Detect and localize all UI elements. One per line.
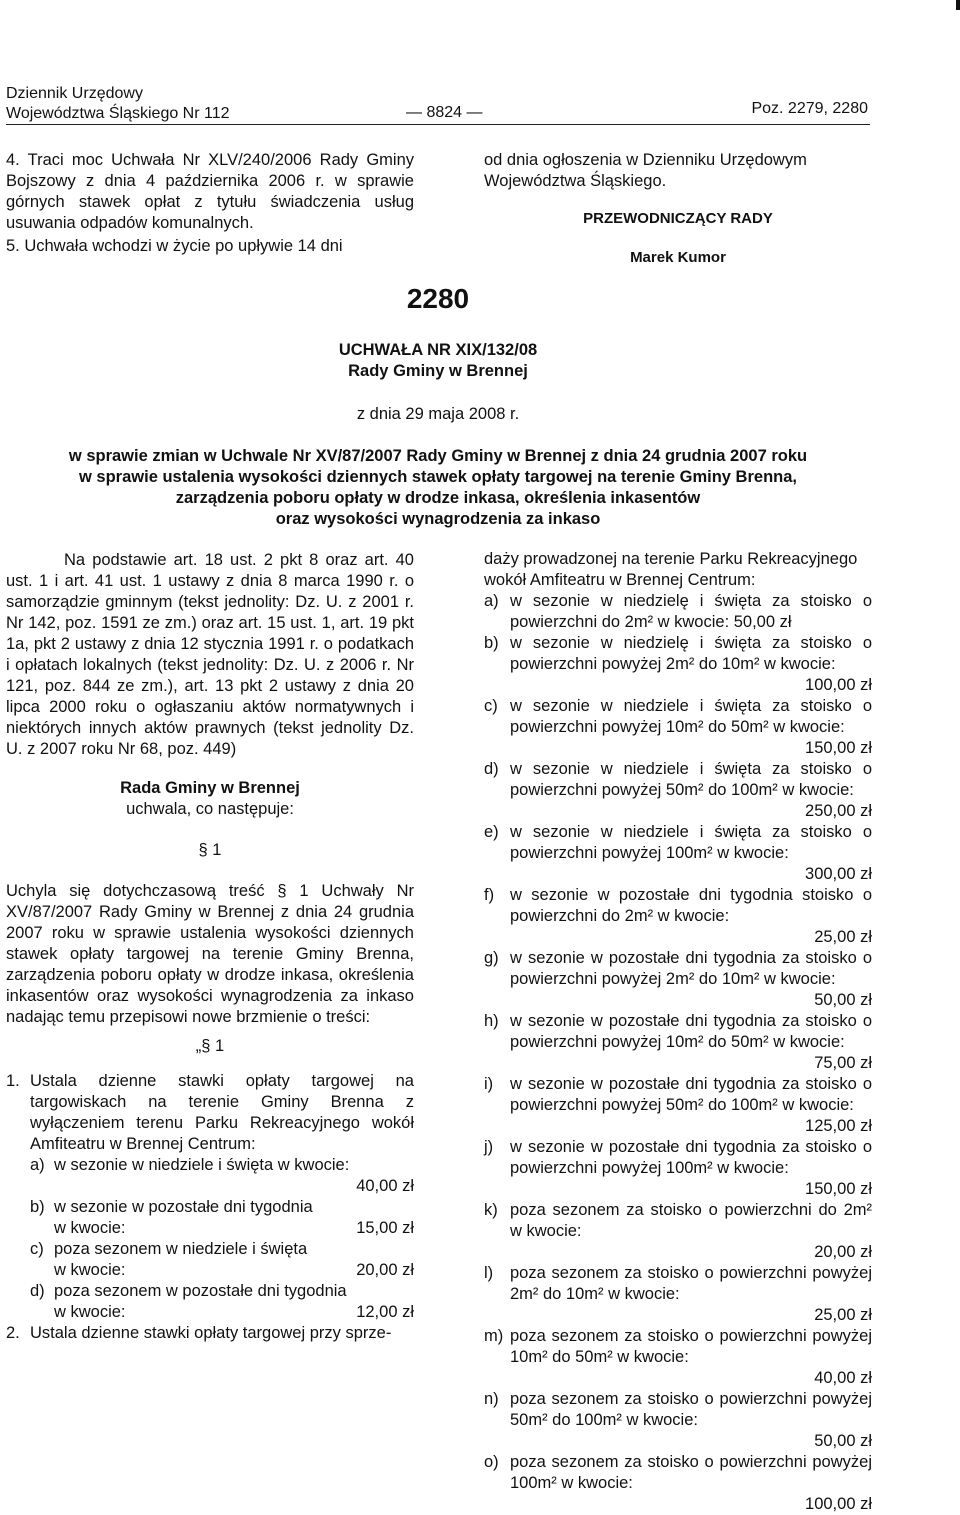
new-paragraph-heading: „§ 1: [195, 1037, 225, 1055]
subject-line: w sprawie ustalenia wysokości dziennych stawek opłaty targowej na terenie Gminy Brenna,: [79, 468, 797, 486]
rate-amount: 150,00 zł: [805, 739, 872, 757]
rate-text: w sezonie w pozostałe dni tygodnia za stoisko o powierzchni powyżej 10m² do 50m² w kwocie:: [510, 1012, 872, 1051]
resolves-line: uchwala, co następuje:: [126, 800, 294, 818]
rate-text-cont: w kwocie:: [54, 1303, 126, 1321]
header-rule: [6, 124, 870, 125]
act-title: UCHWAŁA NR XIX/132/08: [338, 341, 538, 359]
rate-amount: 25,00 zł: [814, 1306, 872, 1324]
rate-label: a): [30, 1156, 45, 1174]
rate-amount: 40,00 zł: [356, 1177, 414, 1195]
rate-a: [30, 1155, 414, 1176]
right-column: [484, 550, 872, 1515]
rate-amount: 12,00 zł: [356, 1303, 414, 1321]
rate-label: d): [30, 1282, 45, 1300]
rate-label: m): [484, 1327, 504, 1345]
page-corner-mark: [956, 0, 960, 10]
journal-title-line2: Województwa Śląskiego Nr 112: [6, 105, 230, 122]
rate-item: [484, 1452, 872, 1515]
rate-row: [484, 633, 872, 675]
rate-amount: 50,00 zł: [814, 1432, 872, 1450]
rate-amount: 100,00 zł: [805, 676, 872, 694]
rate-amount: 50,00 zł: [814, 991, 872, 1009]
rate-text: poza sezonem za stoisko o powierzchni do 2m² w kwocie:: [510, 1201, 872, 1240]
signature-title: PRZEWODNICZĄCY RADY: [583, 210, 773, 227]
journal-title-line1: Dziennik Urzędowy: [6, 85, 143, 102]
left-rates: [6, 1155, 414, 1323]
rate-item: [484, 1200, 872, 1263]
rate-b: [30, 1197, 414, 1218]
rate-c-amount-row: [30, 1260, 414, 1281]
rate-text: w sezonie w pozostałe dni tygodnia stoisko o powierzchni do 2m² w kwocie:: [510, 886, 872, 925]
rate-row: [484, 822, 872, 864]
rate-item: [484, 696, 872, 759]
rate-label: n): [484, 1390, 499, 1408]
rate-label: g): [484, 949, 499, 967]
right-rates: [484, 591, 872, 1515]
rate-item: [484, 633, 872, 696]
rate-item: [484, 1011, 872, 1074]
rate-amount: 125,00 zł: [805, 1117, 872, 1135]
rate-text: w sezonie w niedzielę i święta za stoisko o powierzchni powyżej 2m² do 10m² w kwocie:: [510, 634, 872, 673]
rate-amount: 25,00 zł: [814, 928, 872, 946]
subject-line: oraz wysokości wynagrodzenia za inkaso: [275, 510, 601, 528]
rate-item: [484, 1389, 872, 1452]
rate-label: k): [484, 1201, 498, 1219]
rate-item: [484, 759, 872, 822]
point-2-text: Ustala dzienne stawki opłaty targowej przy sprze-: [30, 1324, 392, 1342]
rate-label: c): [484, 697, 498, 715]
rate-label: o): [484, 1453, 499, 1471]
rate-amount: 250,00 zł: [805, 802, 872, 820]
rate-label: f): [484, 886, 495, 904]
rate-item: [484, 885, 872, 948]
rate-text: w sezonie w pozostałe dni tygodnia: [54, 1198, 313, 1216]
left-column: [6, 550, 414, 1344]
prev-item-5: 5. Uchwała wchodzi w życie po upływie 14 dni: [6, 237, 343, 255]
rate-text: w sezonie w pozostałe dni tygodnia za stoisko o powierzchni powyżej 100m² w kwocie:: [510, 1138, 872, 1177]
rate-text-cont: w kwocie:: [54, 1261, 126, 1279]
rate-row: [484, 1326, 872, 1368]
rate-label: j): [484, 1138, 494, 1156]
rate-label: b): [30, 1198, 45, 1216]
rate-text: w sezonie w niedzielę i święta za stoisko o powierzchni do 2m² w kwocie: 50,00 zł: [510, 592, 872, 631]
point-2: [6, 1323, 414, 1344]
rate-item: [484, 591, 872, 633]
prev-act-left: [6, 150, 414, 257]
rate-item: [484, 1263, 872, 1326]
rate-amount: 300,00 zł: [805, 865, 872, 883]
point-1-text: Ustala dzienne stawki opłaty targowej na targowiskach na terenie Gminy Brenna z wyłączeniem terenu Parku Rekreacyjnego wokół Amfiteatru w Brennej Centrum:: [30, 1072, 414, 1153]
act-date: z dnia 29 maja 2008 r.: [356, 405, 520, 423]
page-number: — 8824 —: [406, 104, 483, 121]
rate-item: [484, 1074, 872, 1137]
rate-amount: 75,00 zł: [814, 1054, 872, 1072]
rate-text: poza sezonem za stoisko o powierzchni powyżej 100m² w kwocie:: [510, 1453, 872, 1492]
rate-text: poza sezonem za stoisko o powierzchni powyżej 50m² do 100m² w kwocie:: [510, 1390, 872, 1429]
rate-row: [484, 1200, 872, 1242]
journal-title: [6, 84, 230, 124]
rate-row: [484, 1452, 872, 1494]
rate-row: [484, 1389, 872, 1431]
rate-item: [484, 822, 872, 885]
rate-text: w sezonie w niedziele i święta za stoisko o powierzchni powyżej 50m² do 100m² w kwocie:: [510, 760, 872, 799]
rate-text-cont: w kwocie:: [54, 1219, 126, 1237]
rate-amount: 100,00 zł: [805, 1495, 872, 1513]
rate-text: w sezonie w pozostałe dni tygodnia za stoisko o powierzchni powyżej 50m² do 100m² w kwocie:: [510, 1075, 872, 1114]
rate-row: [484, 1137, 872, 1179]
prev-item-4: 4. Traci moc Uchwała Nr XLV/240/2006 Rady Gminy Bojszowy z dnia 4 października 2006 r. w sprawie górnych stawek opłat z tytułu świadczenia usług usuwania odpadów komunalnych.: [6, 151, 414, 232]
rate-row: [484, 1011, 872, 1053]
rate-row: [484, 759, 872, 801]
rate-row: [484, 591, 872, 633]
point-2-label: 2.: [6, 1324, 20, 1342]
rate-amount: 20,00 zł: [356, 1261, 414, 1279]
act-number: 2280: [406, 283, 470, 314]
rate-item: [484, 1137, 872, 1200]
rate-row: [484, 885, 872, 927]
right-intro: daży prowadzonej na terenie Parku Rekreacyjnego wokół Amfiteatru w Brennej Centrum:: [484, 550, 858, 589]
rate-row: [484, 948, 872, 990]
rate-text: w sezonie w niedziele i święta w kwocie:: [54, 1156, 350, 1174]
rate-text: poza sezonem w pozostałe dni tygodnia: [54, 1282, 347, 1300]
point-1-label: 1.: [6, 1072, 20, 1090]
rate-label: e): [484, 823, 499, 841]
rate-row: [484, 1263, 872, 1305]
rate-d: [30, 1281, 414, 1302]
rate-label: d): [484, 760, 499, 778]
rate-item: [484, 948, 872, 1011]
rate-label: l): [484, 1264, 494, 1282]
repeal-text: Uchyla się dotychczasową treść § 1 Uchwały Nr XV/87/2007 Rady Gminy w Brennej z dnia 24 grudnia 2007 roku w sprawie ustalenia wysokości dziennych stawek opłaty targowej na terenie Gminy Brenna, zarządzenia poboru opłaty w drodze inkasa, określenia inkasentów oraz wysokości wynagrodzenia za inkaso nadając temu przepisowi nowe brzmienie o treści:: [6, 882, 414, 1026]
rate-label: a): [484, 592, 499, 610]
rate-label: b): [484, 634, 499, 652]
rate-text: w sezonie w niedziele i święta za stoisko o powierzchni powyżej 100m² w kwocie:: [510, 823, 872, 862]
rate-text: poza sezonem za stoisko o powierzchni powyżej 2m² do 10m² w kwocie:: [510, 1264, 872, 1303]
subject-line: w sprawie zmian w Uchwale Nr XV/87/2007 Rady Gminy w Brennej z dnia 24 grudnia 2007 roku: [68, 447, 808, 465]
rate-amount: 15,00 zł: [356, 1219, 414, 1237]
signature-name: Marek Kumor: [630, 249, 726, 266]
rate-c: [30, 1239, 414, 1260]
rate-amount: 20,00 zł: [814, 1243, 872, 1261]
council-name: Rada Gminy w Brennej: [120, 779, 300, 797]
act-body: Rady Gminy w Brennej: [348, 362, 528, 380]
rate-item: [484, 1326, 872, 1389]
subject-line: zarządzenia poboru opłaty w drodze inkasa, określenia inkasentów: [175, 489, 701, 507]
rate-text: poza sezonem w niedziele i święta: [54, 1240, 308, 1258]
rate-label: c): [30, 1240, 44, 1258]
rate-label: i): [484, 1075, 494, 1093]
prev-item-5-cont: od dnia ogłoszenia w Dzienniku Urzędowym Województwa Śląskiego.: [484, 151, 807, 190]
position-number: Poz. 2279, 2280: [751, 100, 868, 117]
paragraph-1-heading: § 1: [198, 841, 222, 859]
rate-row: [484, 1074, 872, 1116]
rate-d-amount-row: [30, 1302, 414, 1323]
prev-act-right: [484, 150, 872, 268]
rate-amount: 150,00 zł: [805, 1180, 872, 1198]
legal-basis: Na podstawie art. 18 ust. 2 pkt 8 oraz art. 40 ust. 1 i art. 41 ust. 1 ustawy z dnia 8 marca 1990 r. o samorządzie gminnym (tekst jednolity: Dz. U. z 2001 r. Nr 142, poz. 1591 ze zm.) oraz art. 15 ust. 1, art. 19 pkt 1a, pkt 2 ustawy z dnia 12 stycznia 1991 r. o podatkach i opłatach lokalnych (tekst jednolity: Dz. U. z 2006 r. Nr 121, poz. 844 ze zm.), art. 13 pkt 2 ustawy z dnia 20 lipca 2000 roku o ogłaszaniu aktów normatywnych i niektórych innych aktów prawnych (tekst jednolity Dz. U. z 2007 roku Nr 68, poz. 449): [6, 551, 414, 758]
act-heading: [0, 340, 876, 382]
rate-b-amount-row: [30, 1218, 414, 1239]
rate-text: w sezonie w pozostałe dni tygodnia za stoisko o powierzchni powyżej 2m² do 10m² w kwocie:: [510, 949, 872, 988]
rate-text: poza sezonem za stoisko o powierzchni powyżej 10m² do 50m² w kwocie:: [510, 1327, 872, 1366]
act-subject: [0, 446, 876, 530]
rate-text: w sezonie w niedziele i święta za stoisko o powierzchni powyżej 10m² do 50m² w kwocie:: [510, 697, 872, 736]
rate-row: [484, 696, 872, 738]
rate-amount: 40,00 zł: [814, 1369, 872, 1387]
rate-label: h): [484, 1012, 499, 1030]
point-1: [6, 1071, 414, 1155]
